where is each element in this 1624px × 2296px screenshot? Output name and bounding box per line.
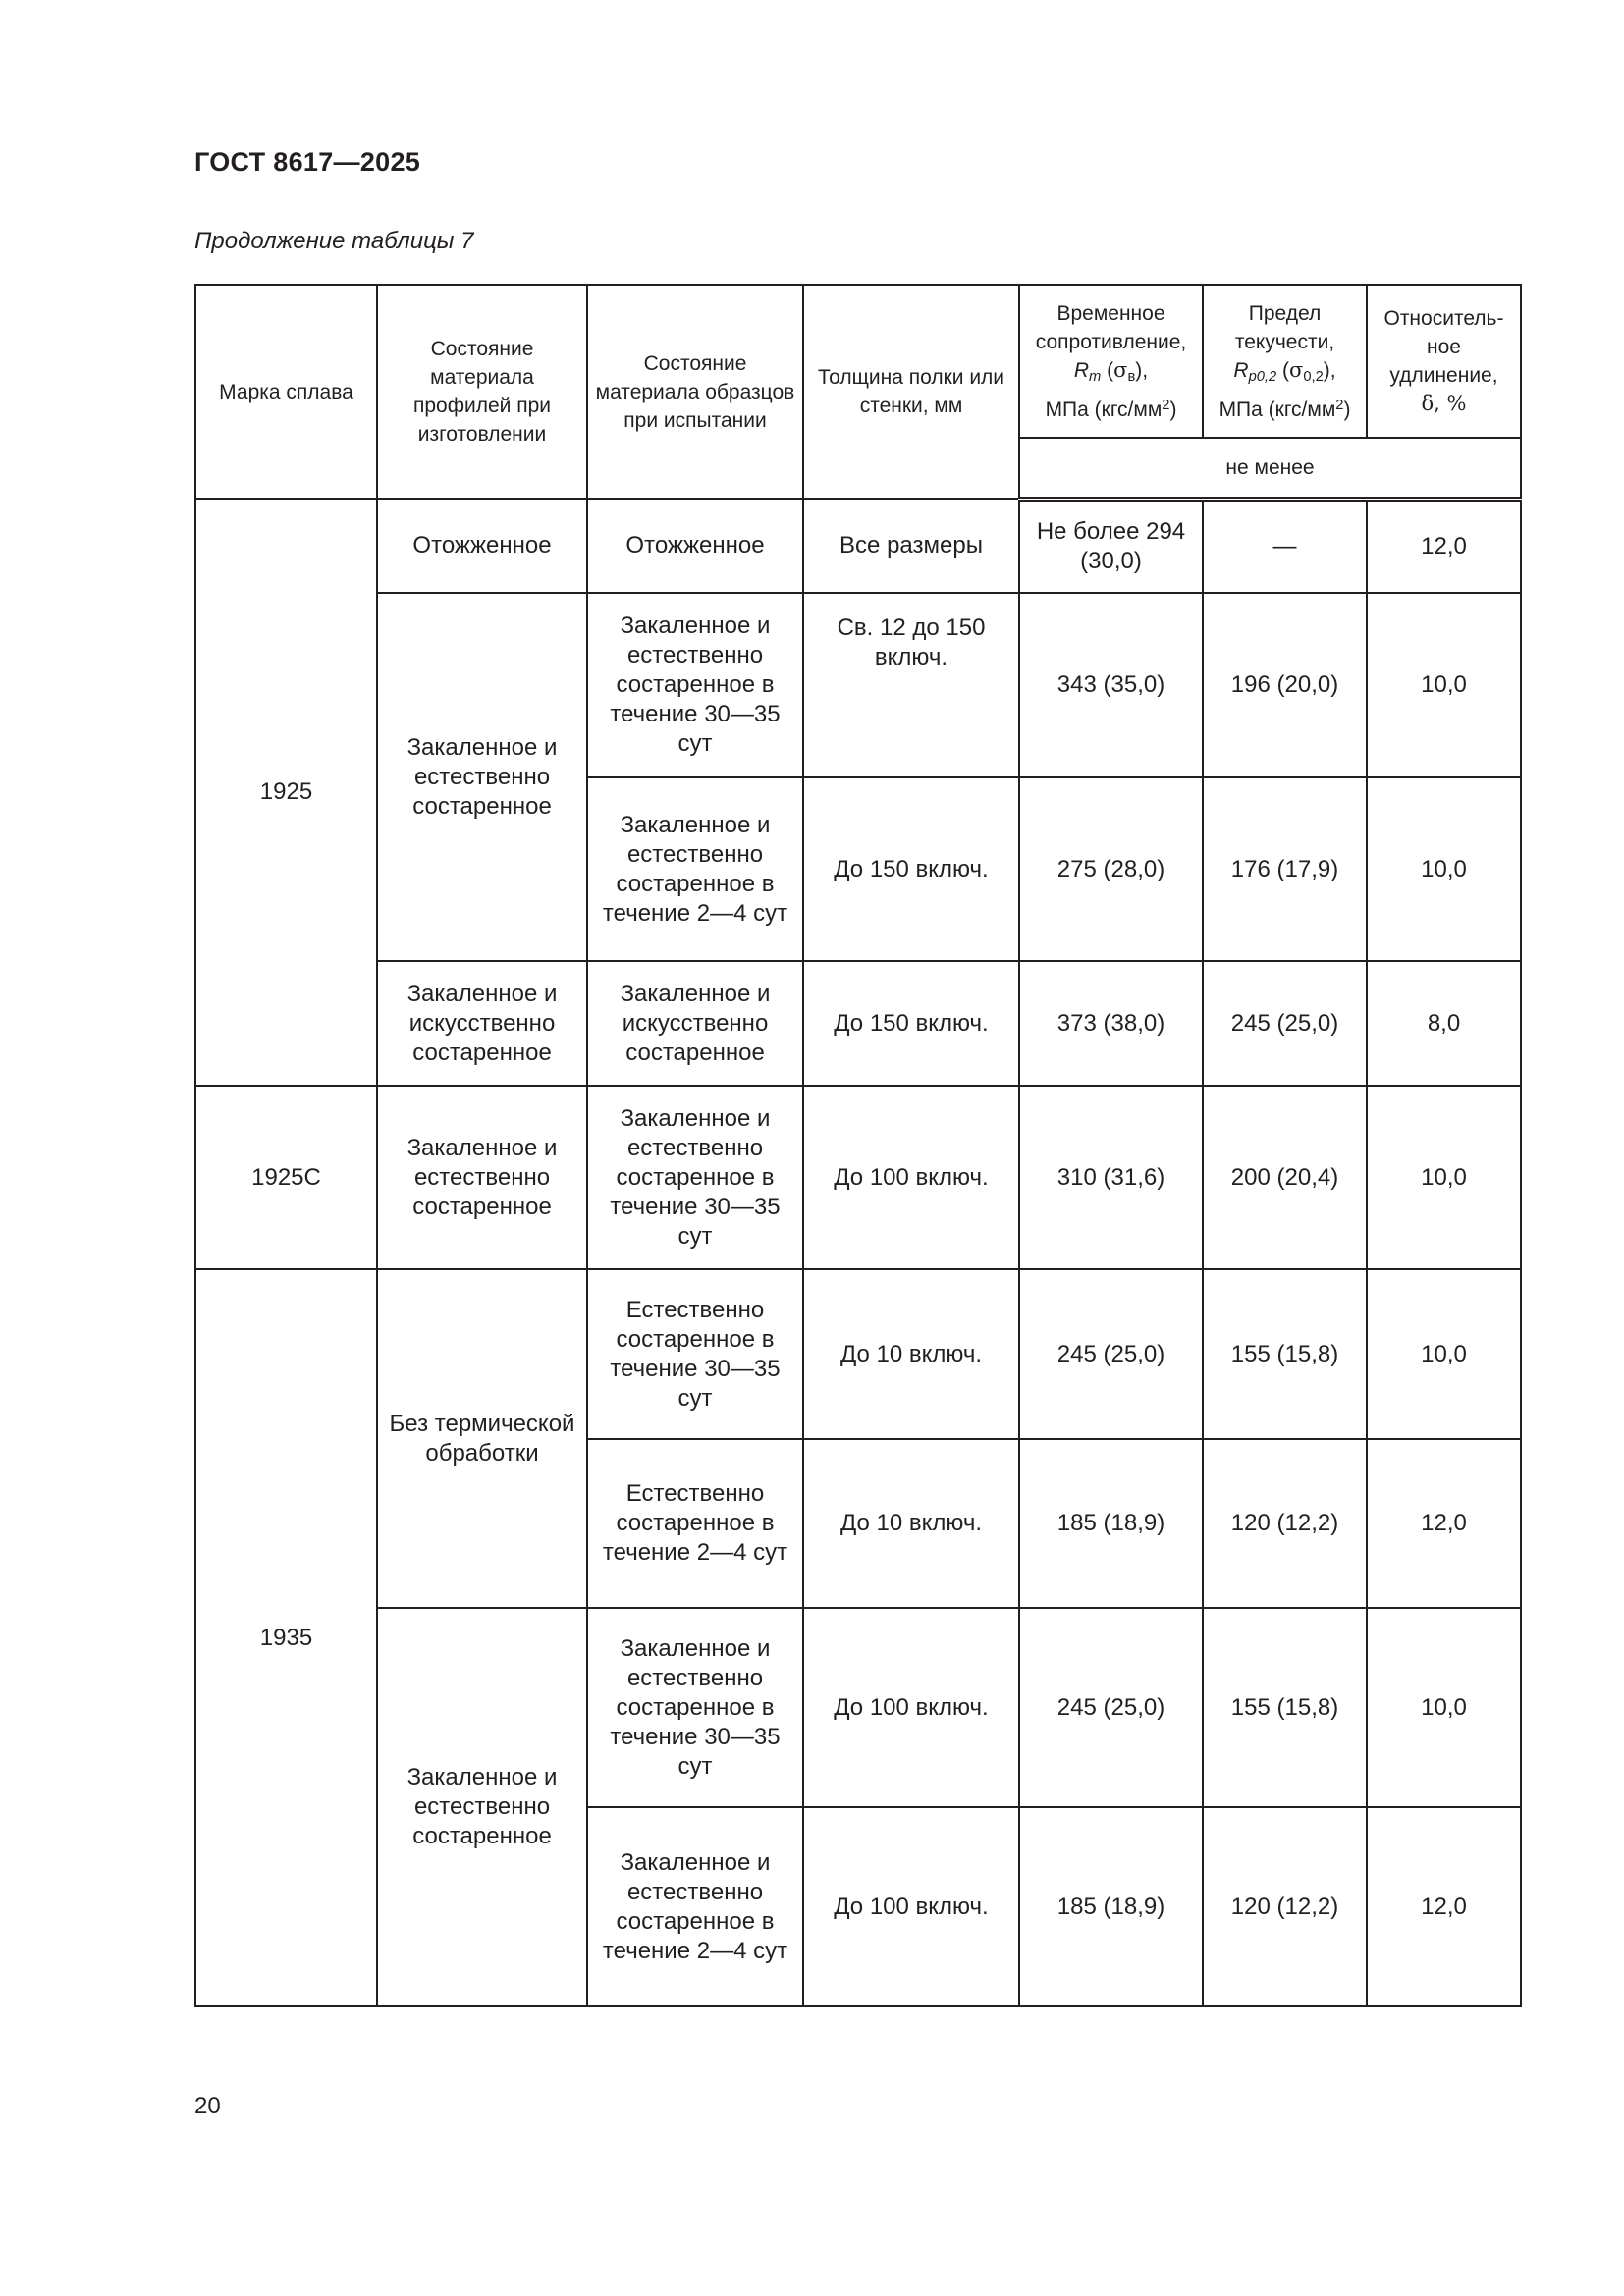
cell-yield-strength: — — [1203, 499, 1367, 593]
header-thickness: Толщина полки или стенки, мм — [803, 285, 1019, 499]
header-yield-strength: Предел текучести, $R_{p0,2}$ $(\sigma_{0,2})$, МПа $(кгс/мм^2)$ — [1203, 285, 1367, 438]
tensile-units: МПа (кгс/мм — [1045, 398, 1163, 421]
table-caption: Продолжение таблицы 7 — [194, 228, 474, 254]
cell-yield-strength: 176 (17,9) — [1203, 777, 1367, 961]
cell-thickness: До 100 включ. — [803, 1086, 1019, 1269]
yield-sigma-sub: 0,2 — [1303, 368, 1324, 385]
properties-table — [194, 284, 1522, 2007]
yield-symbol-sub: p0,2 — [1248, 368, 1277, 385]
cell-tensile-strength: 310 (31,6) — [1019, 1086, 1203, 1269]
yield-units: МПа (кгс/мм — [1218, 398, 1336, 421]
cell-yield-strength: 120 (12,2) — [1203, 1807, 1367, 2006]
table-header — [195, 285, 1521, 499]
cell-elongation: 10,0 — [1367, 777, 1521, 961]
tensile-sigma: σ — [1113, 357, 1128, 382]
cell-sample-state: Отожженное — [587, 499, 803, 593]
cell-sample-state: Закаленное и естественно состаренное в течение 30—35 сут — [587, 593, 803, 777]
cell-elongation: 10,0 — [1367, 1086, 1521, 1269]
cell-sample-state: Закаленное и естественно состаренное в течение 30—35 сут — [587, 1608, 803, 1807]
cell-profile-state: Закаленное и естественно состаренное — [377, 1608, 587, 2006]
cell-tensile-strength: 245 (25,0) — [1019, 1269, 1203, 1439]
document-code: ГОСТ 8617—2025 — [194, 147, 421, 177]
cell-tensile-strength: 275 (28,0) — [1019, 777, 1203, 961]
header-sample-state: Состояние материала образцов при испытании — [587, 285, 803, 499]
cell-profile-state: Закаленное и естественно состаренное — [377, 593, 587, 961]
cell-yield-strength: 155 (15,8) — [1203, 1608, 1367, 1807]
cell-thickness: До 10 включ. — [803, 1439, 1019, 1608]
cell-sample-state: Закаленное и естественно состаренное в течение 30—35 сут — [587, 1086, 803, 1269]
yield-symbol: R — [1233, 358, 1249, 382]
elongation-text: Относитель-ное удлинение, — [1383, 307, 1504, 387]
cell-grade: 1925 — [195, 499, 377, 1086]
header-profile-state: Состояние материала профилей при изготовлении — [377, 285, 587, 499]
cell-thickness: До 150 включ. — [803, 961, 1019, 1086]
yield-line1: Предел текучести, — [1234, 301, 1335, 353]
tensile-line1: Временное сопротивление, — [1035, 301, 1187, 353]
cell-thickness: Все размеры — [803, 499, 1019, 593]
cell-tensile-strength: Не более 294 (30,0) — [1019, 499, 1203, 593]
cell-sample-state: Естественно состаренное в течение 2—4 сут — [587, 1439, 803, 1608]
tensile-units-sup: 2 — [1162, 397, 1170, 413]
page-number: 20 — [194, 2093, 221, 2119]
table-row — [195, 593, 1521, 777]
cell-elongation: 10,0 — [1367, 1269, 1521, 1439]
cell-thickness: Св. 12 до 150 включ. — [803, 593, 1019, 777]
header-min-note: не менее — [1019, 438, 1521, 499]
cell-tensile-strength: 185 (18,9) — [1019, 1807, 1203, 2006]
cell-yield-strength: 245 (25,0) — [1203, 961, 1367, 1086]
header-elongation — [1367, 285, 1521, 438]
cell-yield-strength: 120 (12,2) — [1203, 1439, 1367, 1608]
cell-yield-strength: 200 (20,4) — [1203, 1086, 1367, 1269]
cell-tensile-strength: 245 (25,0) — [1019, 1608, 1203, 1807]
tensile-sigma-sub: в — [1127, 368, 1136, 385]
cell-profile-state: Закаленное и искусственно состаренное — [377, 961, 587, 1086]
cell-sample-state: Закаленное и искусственно состаренное — [587, 961, 803, 1086]
tensile-units-suffix: ) — [1169, 398, 1177, 421]
table-body — [195, 499, 1521, 2006]
tensile-symbol: R — [1073, 358, 1090, 382]
cell-thickness: До 100 включ. — [803, 1807, 1019, 2006]
header-alloy-grade: Марка сплава — [195, 285, 377, 499]
table-row — [195, 1608, 1521, 1807]
cell-thickness: До 150 включ. — [803, 777, 1019, 961]
cell-tensile-strength: 185 (18,9) — [1019, 1439, 1203, 1608]
cell-grade: 1935 — [195, 1269, 377, 2006]
cell-elongation: 12,0 — [1367, 1439, 1521, 1608]
cell-profile-state: Отожженное — [377, 499, 587, 593]
table-row — [195, 1086, 1521, 1269]
cell-elongation: 12,0 — [1367, 1807, 1521, 2006]
table-row — [195, 1269, 1521, 1439]
cell-elongation: 10,0 — [1367, 1608, 1521, 1807]
elongation-symbol: δ, % — [1421, 392, 1467, 415]
cell-tensile-strength: 343 (35,0) — [1019, 593, 1203, 777]
cell-thickness: До 100 включ. — [803, 1608, 1019, 1807]
cell-thickness: До 10 включ. — [803, 1269, 1019, 1439]
yield-units-sup: 2 — [1335, 397, 1344, 413]
cell-elongation: 12,0 — [1367, 499, 1521, 593]
yield-units-suffix: ) — [1343, 398, 1351, 421]
tensile-symbol-sub: m — [1089, 368, 1102, 385]
cell-yield-strength: 196 (20,0) — [1203, 593, 1367, 777]
cell-yield-strength: 155 (15,8) — [1203, 1269, 1367, 1439]
cell-elongation: 8,0 — [1367, 961, 1521, 1086]
cell-tensile-strength: 373 (38,0) — [1019, 961, 1203, 1086]
cell-profile-state: Закаленное и естественно состаренное — [377, 1086, 587, 1269]
cell-sample-state: Естественно состаренное в течение 30—35 сут — [587, 1269, 803, 1439]
header-row — [195, 285, 1521, 438]
table-row — [195, 961, 1521, 1086]
header-tensile-strength: Временное сопротивление, $R_m$ $(\sigma_в)$, МПа $(кгс/мм^2)$ — [1019, 285, 1203, 438]
yield-sigma: σ — [1289, 357, 1304, 382]
cell-profile-state: Без термической обработки — [377, 1269, 587, 1608]
cell-sample-state: Закаленное и естественно состаренное в течение 2—4 сут — [587, 777, 803, 961]
cell-elongation: 10,0 — [1367, 593, 1521, 777]
cell-sample-state: Закаленное и естественно состаренное в течение 2—4 сут — [587, 1807, 803, 2006]
cell-grade: 1925С — [195, 1086, 377, 1269]
table-row — [195, 499, 1521, 593]
